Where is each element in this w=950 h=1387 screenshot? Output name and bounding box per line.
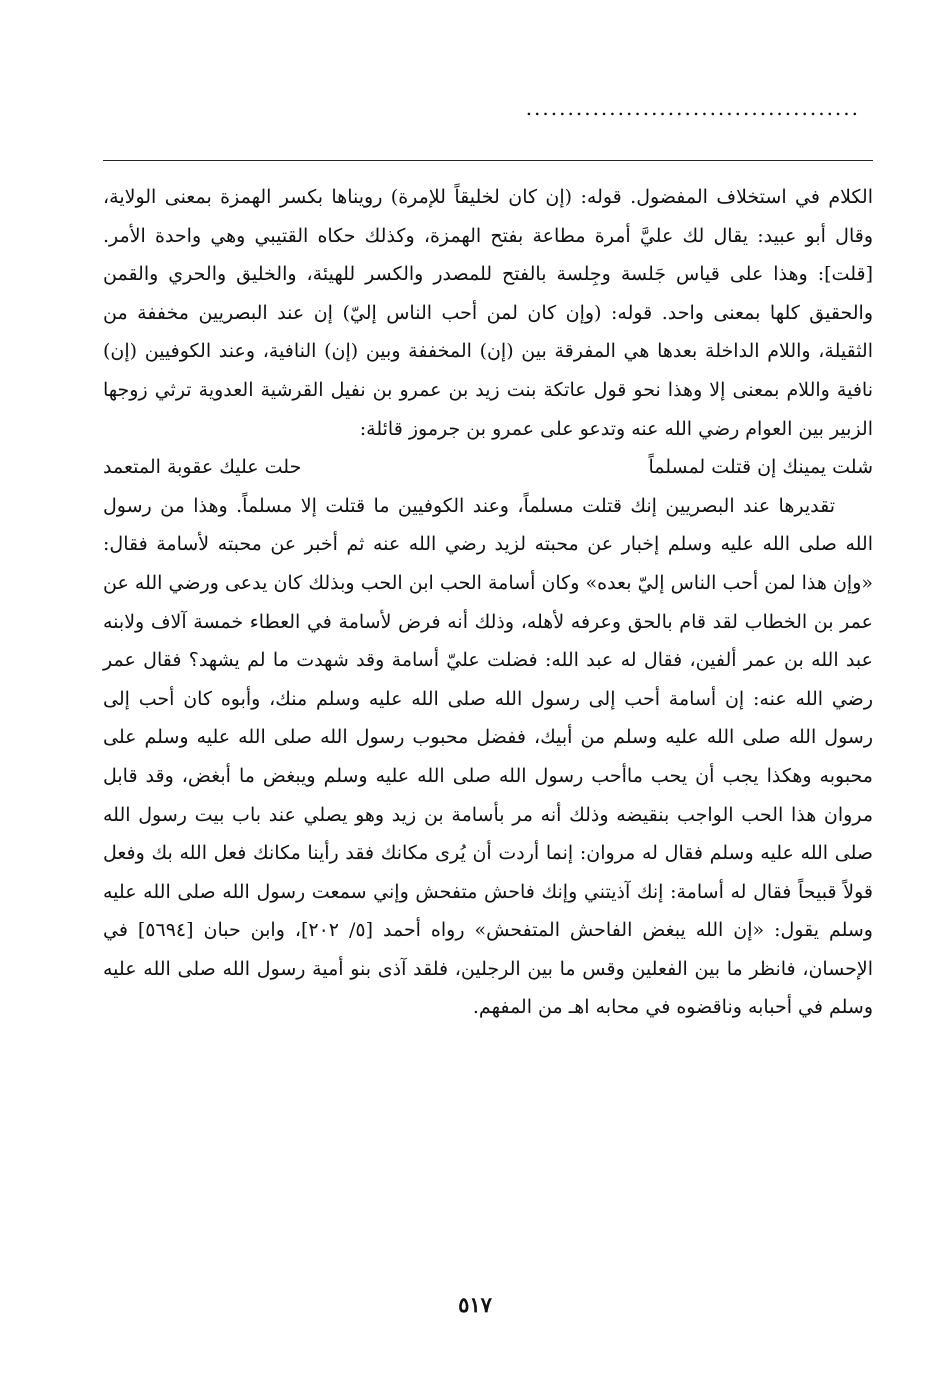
main-text [103,178,873,1027]
paragraph-commentary: الكلام في استخلاف المفضول. قوله: (إن كان لخليقاً للإمرة) رويناها بكسر الهمزة بمعنى الولاية، وقال أبو عبيد: يقال لك عليَّ أمرة مطاعة بفتح الهمزة، وكذلك حكاه القتيبي وهي واحدة الأمر. [قلت]: وهذا على قياس جَلسة وجِلسة بالفتح للمصدر والكسر للهيئة، والخليق والحري والقمن والحقيق كلها بمعنى واحد. قوله: (وإن كان لمن أحب الناس إليّ) إن عند البصريين مخففة من الثقيلة، واللام الداخلة بعدها هي المفرقة بين (إن) المخففة وبين (إن) النافية، وعند الكوفيين (إن) نافية واللام بمعنى إلا وهذا نحو قول عاتكة بنت زيد بن عمرو بن نفيل القرشية العدوية ترثي زوجها الزبير بين العوام رضي الله عنه وتدعو على عمرو بن جرموز قائلة: [103,186,873,440]
paragraph-explanation: تقديرها عند البصريين إنك قتلت مسلماً، وعند الكوفيين ما قتلت إلا مسلماً. وهذا من رسول الله صلى الله عليه وسلم إخبار عن محبته لزيد رضي الله عنه ثم أخبر عن محبته لأسامة فقال: «وإن هذا لمن أحب الناس إليّ بعده» وكان أسامة الحب ابن الحب وبذلك كان يدعى ورضي الله عن عمر بن الخطاب لقد قام بالحق وعرفه لأهله، وذلك أنه فرض لأسامة في العطاء خمسة آلاف ولابنه عبد الله بن عمر ألفين، فقال له عبد الله: فضلت عليّ أسامة وقد شهدت ما لم يشهد؟ فقال عمر رضي الله عنه: إن أسامة أحب إلى رسول الله صلى الله عليه وسلم منك، وأبوه كان أحب إلى رسول الله صلى الله عليه وسلم من أبيك، ففضل محبوب رسول الله صلى الله عليه وسلم على محبوبه وهكذا يجب أن يحب ماأحب رسول الله صلى الله عليه وسلم ويبغض ما أبغض، وقد قابل مروان هذا الحب الواجب بنقيضه وذلك أنه مر بأسامة بن زيد وهو يصلي عند باب بيت رسول الله صلى الله عليه وسلم فقال له مروان: إنما أردت أن يُرى مكانك فقد رأينا مكانك فعل الله بك وفعل قولاً قبيحاً فقال له أسامة: إنك آذيتني وإنك فاحش متفحش وإني سمعت رسول الله صلى الله عليه وسلم يقول: «إن الله يبغض الفاحش المتفحش» رواه أحمد [٥/ ٢٠٢]، وابن حبان [٥٦٩٤] في الإحسان، فانظر ما بين الفعلين وقس ما بين الرجلين، فلقد آذى بنو أمية رسول الله صلى الله عليه وسلم في أحبابه وناقضوه في محابه اهـ من المفهم. [103,494,873,1019]
verse-first-hemistich: شلت يمينك إن قتلت لمسلماً [648,456,873,479]
poetry-verse [103,448,873,487]
page-number: ٥١٧ [458,1292,492,1317]
verse-second-hemistich: حلت عليك عقوبة المتعمد [103,456,302,479]
horizontal-rule [103,160,873,161]
separator-dots: ........................................ [525,96,860,120]
